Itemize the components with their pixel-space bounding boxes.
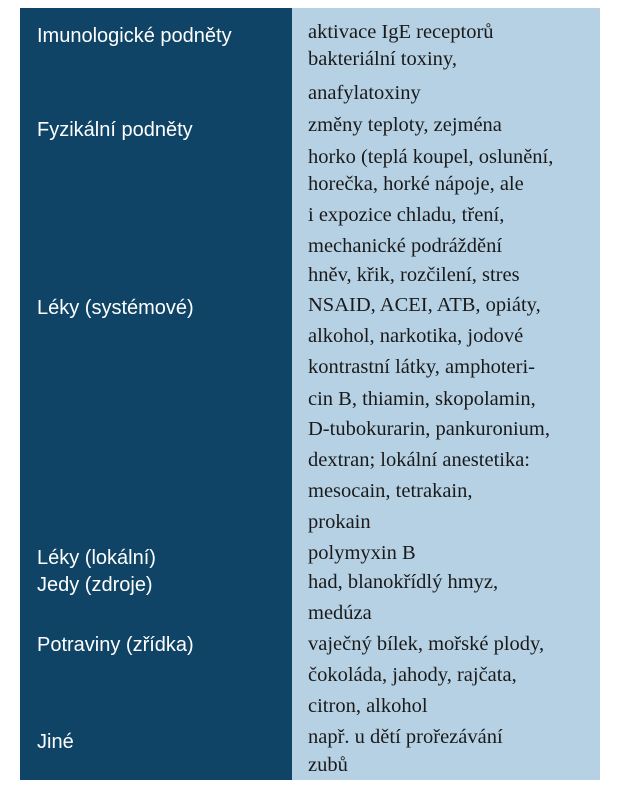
description-line: změny teploty, zejména [308,114,502,136]
triggers-table [20,8,600,780]
description-line: horko (teplá koupel, oslunění, [308,146,554,168]
description-line: zubů [308,754,348,776]
description-line: např. u dětí prořezávání [308,726,503,748]
category-other: Jiné [37,731,74,753]
description-line: D-tubokurarin, pankuronium, [308,418,550,440]
category-immunological: Imunologické podněty [37,25,232,47]
category-drugs-systemic: Léky (systémové) [37,297,194,319]
description-line: bakteriální toxiny, [308,48,457,70]
description-line: hněv, křik, rozčilení, stres [308,264,520,286]
description-line: alkohol, narkotika, jodové [308,325,524,347]
description-line: horečka, horké nápoje, ale [308,173,524,195]
category-physical: Fyzikální podněty [37,119,193,141]
description-line: vaječný bílek, mořské plody, [308,633,545,655]
description-line: mesocain, tetrakain, [308,480,473,502]
description-line: had, blanokřídlý hmyz, [308,571,499,593]
description-line: kontrastní látky, amphoteri- [308,356,535,378]
category-foods: Potraviny (zřídka) [37,634,194,656]
description-line: anafylatoxiny [308,82,421,104]
description-line: cin B, thiamin, skopolamin, [308,388,536,410]
description-column [292,8,600,780]
description-line: NSAID, ACEI, ATB, opiáty, [308,294,541,316]
description-line: čokoláda, jahody, rajčata, [308,664,517,686]
description-line: aktivace IgE receptorů [308,21,494,43]
category-drugs-local: Léky (lokální) [37,547,156,569]
description-line: dextran; lokální anestetika: [308,449,531,471]
category-column [20,8,292,780]
description-line: mechanické podráždění [308,235,503,257]
category-poisons: Jedy (zdroje) [37,574,153,596]
description-line: polymyxin B [308,542,416,564]
description-line: medúza [308,602,372,624]
description-line: citron, alkohol [308,695,428,717]
description-line: i expozice chladu, tření, [308,204,505,226]
description-line: prokain [308,511,371,533]
